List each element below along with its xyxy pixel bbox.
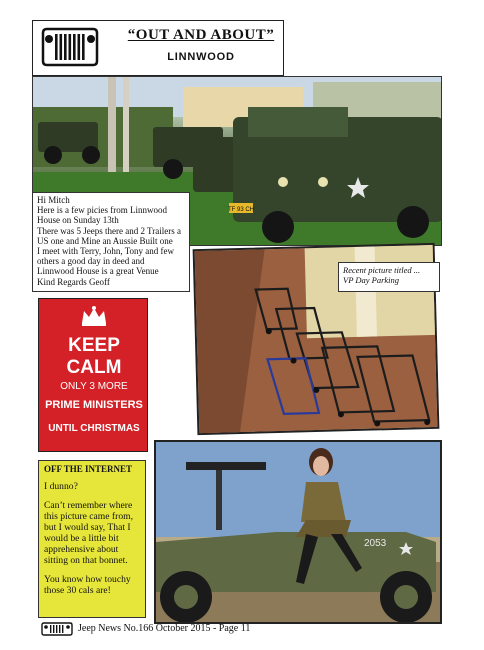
pinup-photo-scene bbox=[156, 442, 442, 624]
page-subtitle: LINNWOOD bbox=[167, 51, 235, 63]
hood-number: 2053 bbox=[364, 538, 387, 549]
internet-box-title: OFF THE INTERNET bbox=[44, 464, 133, 474]
letter-line: House on Sunday 13th bbox=[37, 215, 119, 226]
caption-line-2: VP Day Parking bbox=[343, 275, 400, 285]
pinup-jeep-photo bbox=[154, 440, 442, 624]
letter-line: others a good day in deed and bbox=[37, 256, 145, 267]
letter-line: Linnwood House is a great Venue bbox=[37, 266, 159, 277]
letter-line: Hi Mitch bbox=[37, 195, 70, 205]
article-header bbox=[32, 20, 284, 76]
keep-calm-poster bbox=[38, 298, 148, 452]
poster-line-keep: KEEP bbox=[68, 335, 120, 356]
footer-jeep-grille-icon bbox=[40, 622, 74, 636]
caption-line-1: Recent picture titled ... bbox=[343, 265, 421, 275]
page-title: “OUT AND ABOUT” bbox=[127, 27, 275, 43]
internet-para: Can’t remember where this picture came from, but I would say, That I would be a little bit apprehensive about sitting on that bonnet. bbox=[44, 500, 133, 566]
poster-line-pms: PRIME MINISTERS bbox=[45, 399, 143, 411]
letter-line: US one and Mine an Aussie Built one bbox=[37, 235, 173, 246]
off-the-internet-box bbox=[38, 460, 146, 618]
letter-line: Here is a few picies from Linnwood bbox=[37, 205, 167, 216]
letter-line: There was 5 Jeeps there and 2 Trailers a bbox=[37, 225, 181, 236]
page-footer: Jeep News No.166 October 2015 - Page 11 bbox=[78, 623, 251, 634]
letter-text-box bbox=[32, 192, 190, 292]
license-plate: TF 93 CH bbox=[227, 207, 255, 213]
poster-line-calm: CALM bbox=[66, 357, 122, 378]
poster-line-only: ONLY 3 MORE bbox=[60, 381, 128, 392]
photo-caption bbox=[338, 262, 440, 292]
jeep-grille-icon bbox=[39, 27, 101, 67]
letter-line: I meet with Terry, John, Tony and few bbox=[37, 246, 175, 257]
internet-para: You know how touchy those 30 cals are! bbox=[44, 574, 131, 596]
poster-line-christmas: UNTIL CHRISTMAS bbox=[48, 423, 140, 434]
internet-para: I dunno? bbox=[44, 481, 78, 492]
crown-icon bbox=[80, 305, 108, 327]
letter-line: Kind Regards Geoff bbox=[37, 276, 110, 287]
